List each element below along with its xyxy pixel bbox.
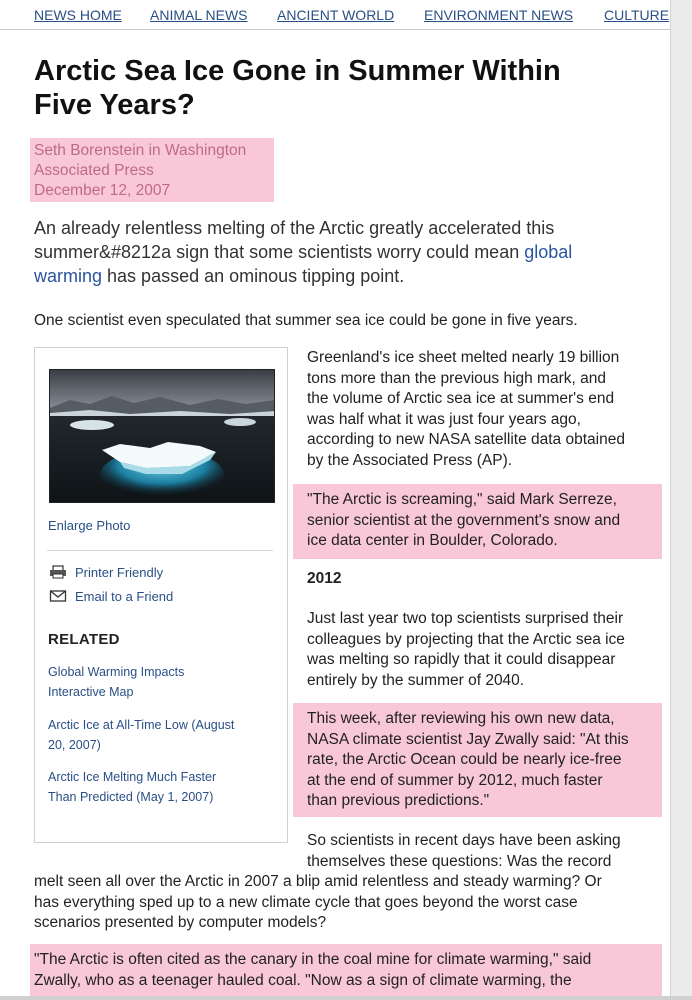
related-link-all-time-low[interactable] [48,715,274,755]
text-line: ice data center in Boulder, Colorado. [307,532,558,549]
headline-line-2: Five Years? [34,89,195,121]
related-link-line: 20, 2007) [48,738,101,752]
nav-animal-news[interactable]: ANIMAL NEWS [150,7,248,23]
related-link-line: Global Warming Impacts [48,665,185,679]
text-line: according to new NASA satellite data obtained [307,431,625,448]
text-line: was half what it was just four years ago, [307,410,581,428]
text-line: Zwally, who as a teenager hauled coal. "Now as a sign of climate warming, the [34,971,572,989]
lede-text-end: has passed an ominous tipping point. [102,266,405,286]
related-link-melting-faster[interactable] [48,767,274,807]
paragraph-questions-wide [34,872,662,934]
text-line: tons more than the previous high mark, and [307,369,606,387]
window-scrollbar-gutter [670,0,692,1000]
byline-author: Seth Borenstein in Washington [34,142,247,159]
window-bottom-edge [0,996,692,1000]
article-lede [34,216,654,288]
intro-paragraph: One scientist even speculated that summer sea ice could be gone in five years. [34,312,578,329]
global-warming-link-part-2[interactable]: warming [34,266,103,286]
printer-friendly-link[interactable] [49,565,163,580]
text-line: This week, after reviewing his own new data, [307,710,615,727]
text-line: scenarios presented by computer models? [34,914,327,931]
text-line: by the Associated Press (AP). [307,451,513,469]
text-line: Greenland's ice sheet melted nearly 19 billion [307,349,620,366]
nav-ancient-world[interactable]: ANCIENT WORLD [277,7,395,23]
lede-line-2 [34,240,654,264]
quote-canary [30,944,662,1000]
email-to-friend-label: Email to a Friend [75,589,174,604]
text-line: senior scientist at the government's snow and [307,511,621,529]
paragraph-last-year [307,609,662,691]
text-line: "The Arctic is often cited as the canary in the coal mine for climate warming," said [34,951,592,968]
text-line: was melting so rapidly that it could disappear [307,651,616,668]
quote-serreze [293,484,662,559]
text-line: melt seen all over the Arctic in 2007 a blip amid relentless and steady warming? Or [34,873,602,890]
related-link-line: Arctic Ice Melting Much Faster [48,770,217,784]
nav-environment-news[interactable]: ENVIRONMENT NEWS [424,7,574,23]
nav-culture[interactable]: CULTURE [604,7,670,23]
global-warming-link-part-1[interactable]: global [524,242,573,262]
text-line: "The Arctic is screaming," said Mark Serreze, [307,491,617,508]
text-line: So scientists in recent days have been asking [307,832,621,849]
related-link-line: Than Predicted (May 1, 2007) [48,790,214,804]
sidebar-divider [47,550,273,551]
text-line: colleagues by projecting that the Arctic sea ice [307,630,625,648]
text-line: Just last year two top scientists surprised their [307,610,624,627]
text-line: themselves these questions: Was the record [307,852,612,870]
related-link-line: Arctic Ice at All-Time Low (August [48,718,235,732]
lede-line-1: An already relentless melting of the Arctic greatly accelerated this [34,218,555,238]
sidebar-box [34,347,288,843]
printer-icon [49,565,67,579]
paragraph-greenland [307,348,662,471]
byline-date: December 12, 2007 [34,182,171,199]
text-line: NASA climate scientist Jay Zwally said: "At this [307,730,629,748]
headline-line-1: Arctic Sea Ice Gone in Summer Within [34,55,561,87]
text-line: the volume of Arctic sea ice at summer's end [307,390,615,407]
byline [30,138,274,202]
email-to-friend-link[interactable] [49,589,173,604]
section-subhead: 2012 [307,570,342,587]
related-link-line: Interactive Map [48,685,134,699]
text-line: at the end of summer by 2012, much faster [307,771,603,789]
byline-source: Associated Press [34,162,154,179]
enlarge-photo-link[interactable]: Enlarge Photo [48,518,131,533]
lede-line-3 [34,264,654,288]
nav-news-home[interactable]: NEWS HOME [34,7,122,23]
lede-text: summer&#8212a sign that some scientists worry could mean [34,242,525,262]
envelope-icon [49,589,67,603]
text-line: has everything sped up to a new climate cycle that goes beyond the worst case [34,893,578,911]
related-link-impacts-map[interactable] [48,662,274,702]
arctic-iceberg-photo[interactable] [49,369,275,503]
text-line: than previous predictions." [307,792,490,809]
paragraph-questions-narrow [307,831,662,872]
text-line: rate, the Arctic Ocean could be nearly ice-free [307,751,622,768]
iceberg-illustration [50,370,275,503]
related-heading: RELATED [48,631,120,648]
quote-zwally [293,703,662,817]
top-nav [0,0,670,30]
text-line: entirely by the summer of 2040. [307,671,525,689]
printer-friendly-label: Printer Friendly [75,565,164,580]
article-headline [34,54,654,122]
